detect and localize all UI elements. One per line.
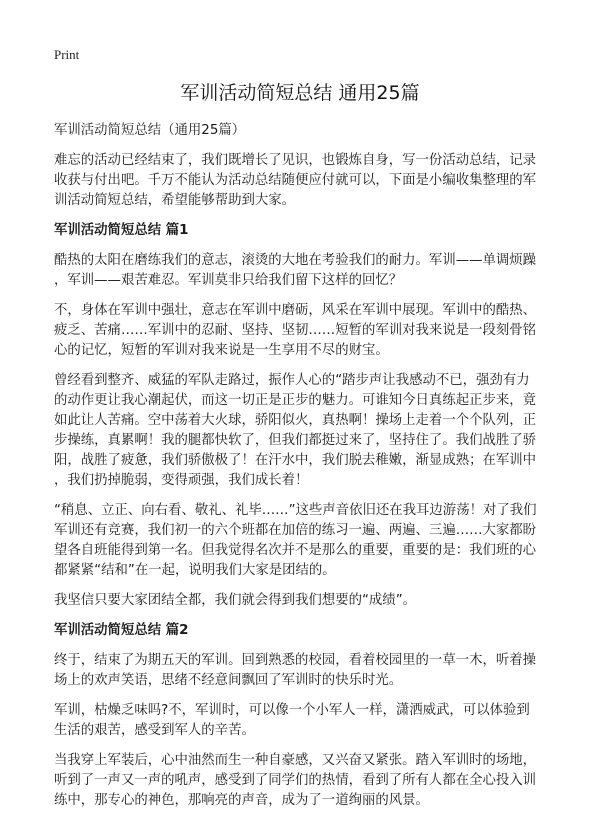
- paragraph-line: 生活的艰苦，感受到军人的辛苦。: [54, 723, 255, 738]
- section-heading: 军训活动简短总结 篇1: [54, 223, 189, 238]
- paragraph-line: 练中，那专心的神色，那响亮的声音，成为了一道绚丽的风景。: [54, 793, 429, 808]
- paragraph-line: “稍息、立正、向右看、敬礼、礼毕……”这些声音依旧还在我耳边游荡！对了我们: [54, 503, 537, 518]
- paragraph-line: 训活动简短总结，希望能够帮助到大家。: [54, 193, 296, 208]
- paragraph-line: 望各自班能得到第一名。但我觉得名次并不是那么的重要，重要的是：我们班的心: [54, 543, 537, 558]
- paragraph-line: 终于，结束了为期五天的军训。回到熟悉的校园，看着校园里的一草一木，听着操: [54, 653, 537, 668]
- document-body: [54, 121, 554, 821]
- paragraph-line: 军训还有竞赛，我们初一的六个班都在加倍的练习一遍、两遍、三遍……大家都盼: [54, 523, 537, 538]
- paragraph-line: 心的记忆，短暂的军训对我来说是一生享用不尽的财宝。: [54, 343, 389, 358]
- paragraph-line: 阳，战胜了疲惫，我们骄傲极了！在汗水中，我们脱去稚嫩，渐显成熟；在军训中: [54, 453, 537, 468]
- paragraph-line: 曾经看到整齐、威猛的军队走路过，振作人心的“踏步声让我感动不已，强劲有力: [54, 373, 530, 388]
- paragraph-line: 的动作更让我心潮起伏，而这一切正是正步的魅力。可谁知今日真练起正步来，竟: [54, 393, 537, 408]
- paragraph: [54, 371, 554, 491]
- paragraph-line: 收获与付出吧。千万不能认为活动总结随便应付就可以，下面是小编收集整理的军: [54, 173, 537, 188]
- paragraph-line: 酷热的太阳在磨练我们的意志，滚烫的大地在考验我们的耐力。军训——单调烦躁: [54, 253, 537, 268]
- paragraph-line: 如此让人苦痛。空中荡着大火球，骄阳似火，真热啊！操场上走着一个个队列，正: [54, 413, 537, 428]
- document-subtitle: 军训活动简短总结（通用25篇）: [54, 123, 246, 138]
- paragraph-line: 军训，枯燥乏味吗?不，军训时，可以像一个小军人一样，潇洒威武，可以体验到: [54, 703, 530, 718]
- paragraph-line: 疲乏、苦痛……军训中的忍耐、坚持、坚韧……短暂的军训对我来说是一段刻骨铭: [54, 323, 537, 338]
- paragraph-line: ，我们扔掉脆弱，变得顽强，我们成长着！: [54, 473, 309, 488]
- paragraph: [54, 501, 554, 581]
- paragraph: [54, 151, 554, 211]
- paragraph: [54, 301, 554, 361]
- paragraph-line: 我坚信只要大家团结全都，我们就会得到我们想要的“成绩”。: [54, 593, 417, 608]
- paragraph-line: 都紧紧“结和”在一起，说明我们大家是团结的。: [54, 563, 336, 578]
- paragraph-line: 难忘的活动已经结束了，我们既增长了见识，也锻炼自身，写一份活动总结，记录: [54, 153, 537, 168]
- paragraph: [54, 251, 554, 291]
- paragraph-line: 步操练，真累啊！我的腿都快软了，但我们都挺过来了，坚持住了。我们战胜了骄: [54, 433, 537, 448]
- paragraph: [54, 701, 554, 741]
- paragraph-line: 当我穿上军装后，心中油然而生一种自豪感，又兴奋又紧张。踏入军训时的场地，: [54, 753, 537, 768]
- paragraph: [54, 751, 554, 811]
- paragraph-line: 不，身体在军训中强壮，意志在军训中磨砺，风采在军训中展现。军训中的酷热、: [54, 303, 537, 318]
- page-title: 军训活动简短总结 通用25篇: [180, 82, 420, 104]
- section-heading: 军训活动简短总结 篇2: [54, 623, 189, 638]
- paragraph: [54, 651, 554, 691]
- paragraph-line: 听到了一声又一声的吼声，感受到了同学们的热情，看到了所有人都在全心投入训: [54, 773, 537, 788]
- print-link[interactable]: Print: [54, 47, 80, 62]
- paragraph-line: 场上的欢声笑语，思绪不经意间飘回了军训时的快乐时光。: [54, 673, 403, 688]
- paragraph: [54, 591, 554, 611]
- paragraph-line: ，军训——艰苦难忍。军训莫非只给我们留下这样的回忆？: [54, 273, 403, 288]
